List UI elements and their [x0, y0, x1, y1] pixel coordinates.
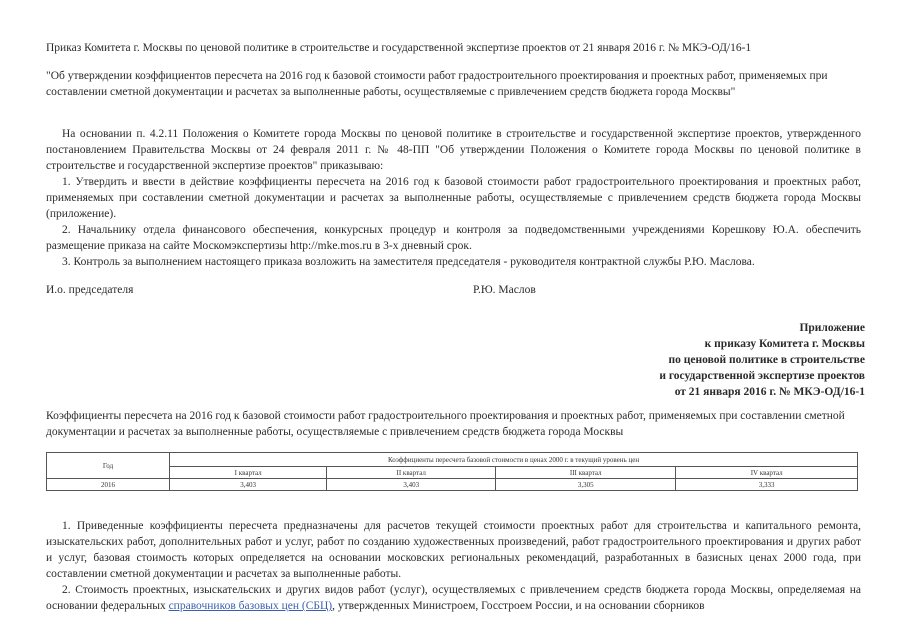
year-column-header: Год [47, 453, 170, 479]
order-title: Приказ Комитета г. Москвы по ценовой политике в строительстве и государственной экспертизе проектов от 21 января 2016 г. № МКЭ-ОД/16-1 [46, 42, 752, 54]
note-1-paragraph: 1. Приведенные коэффициенты пересчета предназначены для расчетов текущей стоимости проектных работ для строительства и капитального ремонта, изыскательских работ, дополнительных работ и услуг, работ по созданию художественных произведений, работ градостроительного проектирования и других работ и услуг, базовая стоимость которых определяется на основании московских региональных рекомендаций, разработанных в базисных ценах 2000 года, при составлении сметной документации и расчетах за выполненные работы. [46, 520, 861, 580]
note-2-text-end: , утвержденных Министроем, Госстроем России, и на основании сборников [332, 600, 705, 612]
note-2-text-start: 2. Стоимость проектных, изыскательских и других видов работ (услуг), осуществляемых с привлечением средств бюджета города Москвы, определяемая на основании федеральных [46, 584, 861, 612]
year-cell: 2016 [47, 479, 170, 491]
appendix-line: по ценовой политике в строительстве [668, 354, 865, 366]
appendix-line: Приложение [799, 322, 865, 334]
value-cell: 3,403 [170, 479, 327, 491]
item-1-paragraph: 1. Утвердить и ввести в действие коэффициенты пересчета на 2016 год к базовой стоимости работ градостроительного проектирования и проектных работ, применяемых при составлении сметной документации и расчетах за выполненные работы, осуществляемые с привлечением средств бюджета города Москвы (приложение). [46, 176, 861, 220]
quarter-header: I квартал [170, 467, 327, 479]
signer-position: И.о. председателя [46, 284, 134, 296]
group-column-header: Коэффициенты пересчета базовой стоимости в ценах 2000 г. в текущий уровень цен [170, 453, 858, 467]
coefficients-table [46, 452, 858, 491]
quarter-header: II квартал [327, 467, 496, 479]
signature-row [46, 282, 861, 298]
base-prices-link[interactable]: справочников базовых цен (СБЦ) [168, 600, 333, 612]
item-2-paragraph: 2. Начальнику отдела финансового обеспечения, конкурсных процедур и контроля за подведомственными учреждениями Корешкову Ю.А. обеспечить размещение приказа на сайте Москомэкспертизы http://mke.mos.ru в 3-х дневный срок. [46, 224, 861, 252]
coefficients-heading: Коэффициенты пересчета на 2016 год к базовой стоимости работ градостроительного проектирования и проектных работ, применяемых при составлении сметной документации и расчетах за выполненные работы, осуществляемые с привлечением средств бюджета города Москвы [46, 410, 845, 438]
order-body [46, 126, 861, 270]
appendix-line: и государственной экспертизе проектов [659, 370, 865, 382]
value-cell: 3,305 [496, 479, 676, 491]
appendix-header [520, 320, 865, 400]
quarter-header: IV квартал [676, 467, 858, 479]
notes-section [46, 518, 861, 614]
value-cell: 3,333 [676, 479, 858, 491]
note-2-paragraph [46, 582, 861, 614]
item-3-paragraph: 3. Контроль за выполнением настоящего приказа возложить на заместителя председателя - руководителя контрактной службы Р.Ю. Маслова. [62, 256, 755, 268]
signer-name: Р.Ю. Маслов [473, 284, 536, 296]
order-subtitle: "Об утверждении коэффициентов пересчета на 2016 год к базовой стоимости работ градостроительного проектирования и проектных работ, применяемых при составлении сметной документации и расчетах за выполненные работы, осуществляемые с привлечением средств бюджета города Москвы" [46, 70, 828, 98]
quarter-header: III квартал [496, 467, 676, 479]
table-header-row [47, 453, 858, 467]
appendix-line: от 21 января 2016 г. № МКЭ-ОД/16-1 [674, 386, 865, 398]
appendix-line: к приказу Комитета г. Москвы [704, 338, 865, 350]
preamble-paragraph: На основании п. 4.2.11 Положения о Комитете города Москвы по ценовой политике в строительстве и государственной экспертизе проектов, утвержденного постановлением Правительства Москвы от 24 февраля 2011 г. № 48-ПП "Об утверждении Положения о Комитете города Москвы по ценовой политике в строительстве и государственной экспертизе проектов" приказываю: [46, 128, 861, 172]
table-row [47, 479, 858, 491]
value-cell: 3,403 [327, 479, 496, 491]
